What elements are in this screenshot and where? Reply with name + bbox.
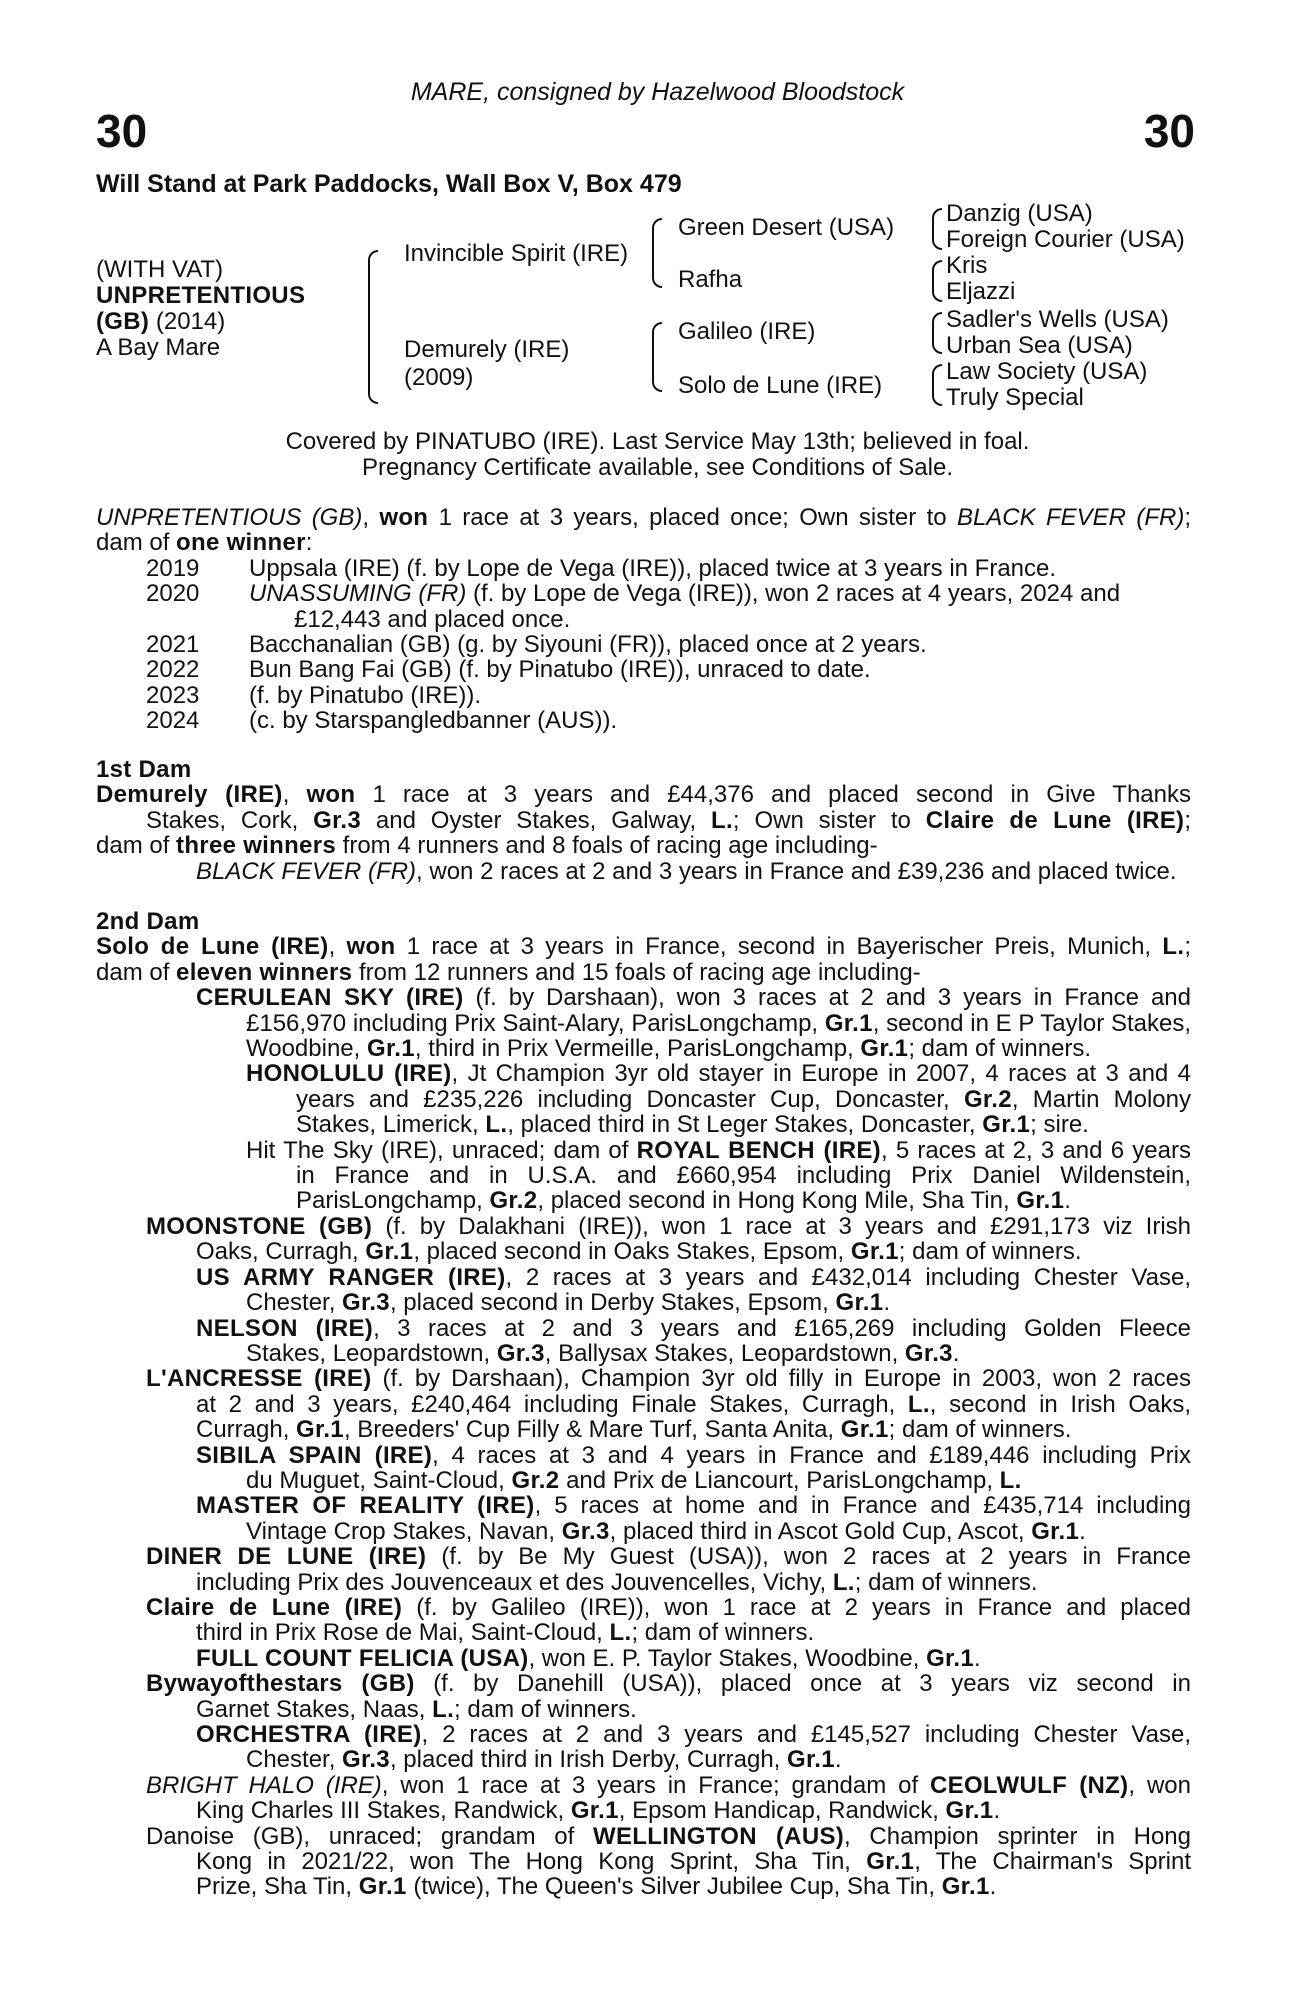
pedigree-dam-dam: Solo de Lune (IRE)	[678, 372, 883, 399]
stand-location: Will Stand at Park Paddocks, Wall Box V, Box 479	[96, 170, 682, 198]
pedigree-gen3-2: Foreign Courier (USA)	[946, 226, 1185, 253]
produce-item: 2022 Bun Bang Fai (GB) (f. by Pinatubo (IRE)), unraced to date.	[146, 656, 871, 684]
pedigree-brace-gs4	[932, 364, 942, 406]
covering-line-1: Covered by PINATUBO (IRE). Last Service May 13th; believed in foal.	[285, 428, 1030, 455]
horse-description: A Bay Mare	[96, 334, 221, 361]
pedigree-gen3-4: Eljazzi	[946, 278, 1016, 305]
produce-record	[96, 505, 1191, 734]
pedigree-gen3-5: Sadler's Wells (USA)	[946, 306, 1169, 333]
lot-number-right: 30	[1143, 105, 1195, 157]
horse-country: (GB)	[96, 308, 150, 335]
pedigree-brace-sire	[652, 218, 662, 288]
pedigree-brace-gs3	[932, 312, 942, 354]
second-dam-heading: 2nd Dam	[96, 908, 200, 935]
produce-item: 2023 (f. by Pinatubo (IRE)).	[146, 681, 482, 709]
pedigree-sire-sire: Green Desert (USA)	[678, 214, 895, 241]
pedigree-dam-year: (2009)	[404, 364, 474, 391]
horse-name-line	[96, 282, 305, 310]
produce-item-cont: £12,443 and placed once.	[294, 605, 571, 633]
produce-item: 2020 UNASSUMING (FR) (f. by Lope de Vega (IRE)), won 2 races at 4 years, 2024 and	[146, 580, 1121, 608]
produce-item: 2024 (c. by Starspangledbanner (AUS)).	[146, 707, 618, 735]
pedigree-gen3-1: Danzig (USA)	[946, 200, 1093, 227]
horse-origin-line	[96, 308, 225, 336]
pedigree-brace-dam	[652, 322, 662, 392]
produce-item: 2019 Uppsala (IRE) (f. by Lope de Vega (IRE)), placed twice at 3 years in France.	[146, 554, 1057, 582]
consignment-heading: MARE, consigned by Hazelwood Bloodstock	[410, 78, 905, 106]
second-dam-section: 2nd Dam Solo de Lune (IRE), won 1 race at 3 years in France, second in Bayerischer Preis, Munich, L.; dam of eleven winners from 12 runners and 15 foals of racing age including- CERULEAN SKY (IRE) (f. by Darshaan), won 3 races at 2 and 3 years in France and £156,970 including Prix Saint-Alary, ParisLongchamp, Gr.1, second in E P Taylor Stakes, Woodbine, Gr.1, third in Prix Vermeille, ParisLongchamp, Gr.1; dam of winners. HONOLULU (IRE), Jt Champion 3yr old stayer in Europe in 2007, 4 races at 3 and 4 years and £235,226 including Doncaster Cup, Doncaster, Gr.2, Martin Molony Stakes, Limerick, L., placed third in St Leger Stakes, Doncaster, Gr.1; sire. Hit The Sky (IRE), unraced; dam of ROYAL BENCH (IRE), 5 races at 2, 3 and 6 years in France and in U.S.A. and £660,954 including Prix Daniel Wildenstein, ParisLongchamp, Gr.2, placed second in Hong Kong Mile, Sha Tin, Gr.1. MOONSTONE (GB) (f. by Dalakhani (IRE)), won 1 race at 3 years and £291,173 viz Irish Oaks, Curragh, Gr.1, placed second in Oaks Stakes, Epsom, Gr.1; dam of winners. US ARMY RANGER (IRE), 2 races at 3 years and £432,014 including Chester Vase, Chester, Gr.3, placed second in Derby Stakes, Epsom, Gr.1. NELSON (IRE), 3 races at 2 and 3 years and £165,269 including Golden Fleece Stakes, Leopardstown, Gr.3, Ballysax Stakes, Leopardstown, Gr.3. L'ANCRESSE (IRE) (f. by Darshaan), Champion 3yr old filly in Europe in 2003, won 2 races at 2 and 3 years, £240,464 including Finale Stakes, Curragh, L., second in Irish Oaks, Curragh, Gr.1, Breeders' Cup Filly & Mare Turf, Santa Anita, Gr.1; dam of winners. SIBILA SPAIN (IRE), 4 races at 3 and 4 years in France and £189,446 including Prix du Muguet, Saint-Cloud, Gr.2 and Prix de Liancourt, ParisLongchamp, L. MASTER OF REALITY (IRE), 5 races at home and in France and £435,714 including Vintage Crop Stakes, Navan, Gr.3, placed third in Ascot Gold Cup, Ascot, Gr.1. DINER DE LUNE (IRE) (f. by Be My Guest (USA)), won 2 races at 2 years in France including Prix des Jouvenceaux et des Jouvencelles, Vichy, L.; dam of winners. Claire de Lune (IRE) (f. by Galileo (IRE)), won 1 race at 2 years in France and placed third in Prix Rose de Mai, Saint-Cloud, L.; dam of winners. FULL COUNT FELICIA (USA), won E. P. Taylor Stakes, Woodbine, Gr.1. Bywayofthestars (GB) (f. by Danehill (USA)), placed once at 3 years viz second in Garnet Stakes, Naas, L.; dam of winners. ORCHESTRA (IRE), 2 races at 2 and 3 years and £145,527 including Chester Vase, Chester, Gr.3, placed third in Irish Derby, Curragh, Gr.1. BRIGHT HALO (IRE), won 1 race at 3 years in France; grandam of CEOLWULF (NZ), won King Charles III Stakes, Randwick, Gr.1, Epsom Handicap, Randwick, Gr.1. Danoise (GB), unraced; grandam of WELLINGTON (AUS), Champion sprinter in Hong Kong in 2021/22, won The Hong Kong Sprint, Sha Tin, Gr.1, The Chairman's Sprint Prize, Sha Tin, Gr.1 (twice), The Queen's Silver Jubilee Cup, Sha Tin, Gr.1.	[96, 908, 1192, 1901]
first-dam-heading: 1st Dam	[96, 756, 192, 783]
pedigree-sire-dam: Rafha	[678, 266, 743, 293]
covering-line-2: Pregnancy Certificate available, see Conditions of Sale.	[362, 454, 953, 481]
produce-dam-of: dam of one winner:	[96, 529, 313, 557]
pedigree-gen3-8: Truly Special	[946, 384, 1084, 411]
pedigree-dam: Demurely (IRE)	[404, 336, 570, 363]
first-dam-section: 1st Dam Demurely (IRE), won 1 race at 3 years and £44,376 and placed second in Give Thanks Stakes, Cork, Gr.3 and Oyster Stakes, Galway, L.; Own sister to Claire de Lune (IRE); dam of three winners from 4 runners and 8 foals of racing age including- BLACK FEVER (FR), won 2 races at 2 and 3 years in France and £39,236 and placed twice.	[96, 756, 1192, 885]
pedigree-dam-sire: Galileo (IRE)	[678, 318, 816, 345]
horse-year: (2014)	[155, 308, 226, 335]
pedigree-brace-gs1	[932, 208, 942, 250]
pedigree-gen3-7: Law Society (USA)	[946, 358, 1148, 385]
pedigree-gen3-6: Urban Sea (USA)	[946, 332, 1133, 359]
vat-note: (WITH VAT)	[96, 256, 224, 283]
pedigree-brace-gs2	[932, 260, 942, 302]
lot-number-left: 30	[96, 105, 148, 157]
horse-name: UNPRETENTIOUS	[96, 282, 306, 309]
pedigree-gen3-3: Kris	[946, 252, 988, 279]
produce-intro: UNPRETENTIOUS (GB), won 1 race at 3 years, placed once; Own sister to BLACK FEVER (FR);	[96, 504, 1191, 531]
pedigree-sire: Invincible Spirit (IRE)	[404, 240, 629, 267]
produce-item: 2021 Bacchanalian (GB) (g. by Siyouni (FR)), placed once at 2 years.	[146, 631, 927, 659]
pedigree-brace-main	[368, 250, 378, 404]
